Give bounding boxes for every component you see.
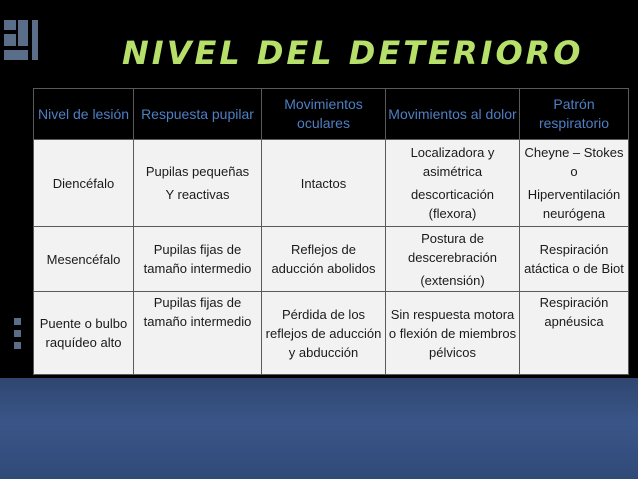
cell-nivel: Mesencéfalo xyxy=(34,227,134,292)
decorative-square xyxy=(32,20,38,60)
decorative-square xyxy=(14,342,21,349)
header-pupilar: Respuesta pupilar xyxy=(134,89,262,140)
cell-dolor: Sin respuesta motora o flexión de miembros pélvicos xyxy=(386,292,520,375)
cell-pupilar xyxy=(134,140,262,227)
cell-line: Hiperventilación neurógena xyxy=(527,187,621,221)
bottom-band xyxy=(0,378,638,479)
table-row xyxy=(34,227,629,292)
cell-respiratorio xyxy=(520,140,629,227)
cell-oculares: Intactos xyxy=(262,140,386,227)
header-oculares: Movimientos oculares xyxy=(262,89,386,140)
cell-line: Localizadora y asimétrica xyxy=(410,145,495,179)
decorative-square xyxy=(18,20,28,46)
cell-respiratorio: Respiración apnéusica xyxy=(520,292,629,375)
header-respiratorio: Patrón respiratorio xyxy=(520,89,629,140)
decorative-square xyxy=(4,50,28,60)
cell-dolor xyxy=(386,227,520,292)
table-row xyxy=(34,292,629,375)
decorative-square xyxy=(14,330,21,337)
cell-pupilar: Pupilas fijas de tamaño intermedio xyxy=(134,227,262,292)
deterioro-table xyxy=(33,88,629,375)
cell-respiratorio: Respiración atáctica o de Biot xyxy=(520,227,629,292)
header-dolor: Movimientos al dolor xyxy=(386,89,520,140)
cell-line: (extensión) xyxy=(420,272,485,288)
header-nivel: Nivel de lesión xyxy=(34,89,134,140)
decorative-square xyxy=(14,318,21,325)
header-row xyxy=(34,89,629,140)
cell-line: Cheyne – Stokes o xyxy=(524,145,624,179)
decorative-square xyxy=(4,20,16,30)
cell-dolor xyxy=(386,140,520,227)
cell-oculares: Pérdida de los reflejos de aducción y abducción xyxy=(262,292,386,375)
cell-line: Pupilas pequeñas xyxy=(145,164,250,179)
cell-nivel: Diencéfalo xyxy=(34,140,134,227)
table-row xyxy=(34,140,629,227)
cell-oculares: Reflejos de aducción abolidos xyxy=(262,227,386,292)
cell-line: Y reactivas xyxy=(165,187,230,202)
cell-line: descorticación (flexora) xyxy=(410,187,495,221)
cell-nivel: Puente o bulbo raquídeo alto xyxy=(34,292,134,375)
decorative-square xyxy=(4,34,16,46)
slide-title: NIVEL DEL DETERIORO xyxy=(122,34,584,72)
cell-pupilar: Pupilas fijas de tamaño intermedio xyxy=(134,292,262,375)
cell-line: Postura de descerebración xyxy=(408,230,497,265)
